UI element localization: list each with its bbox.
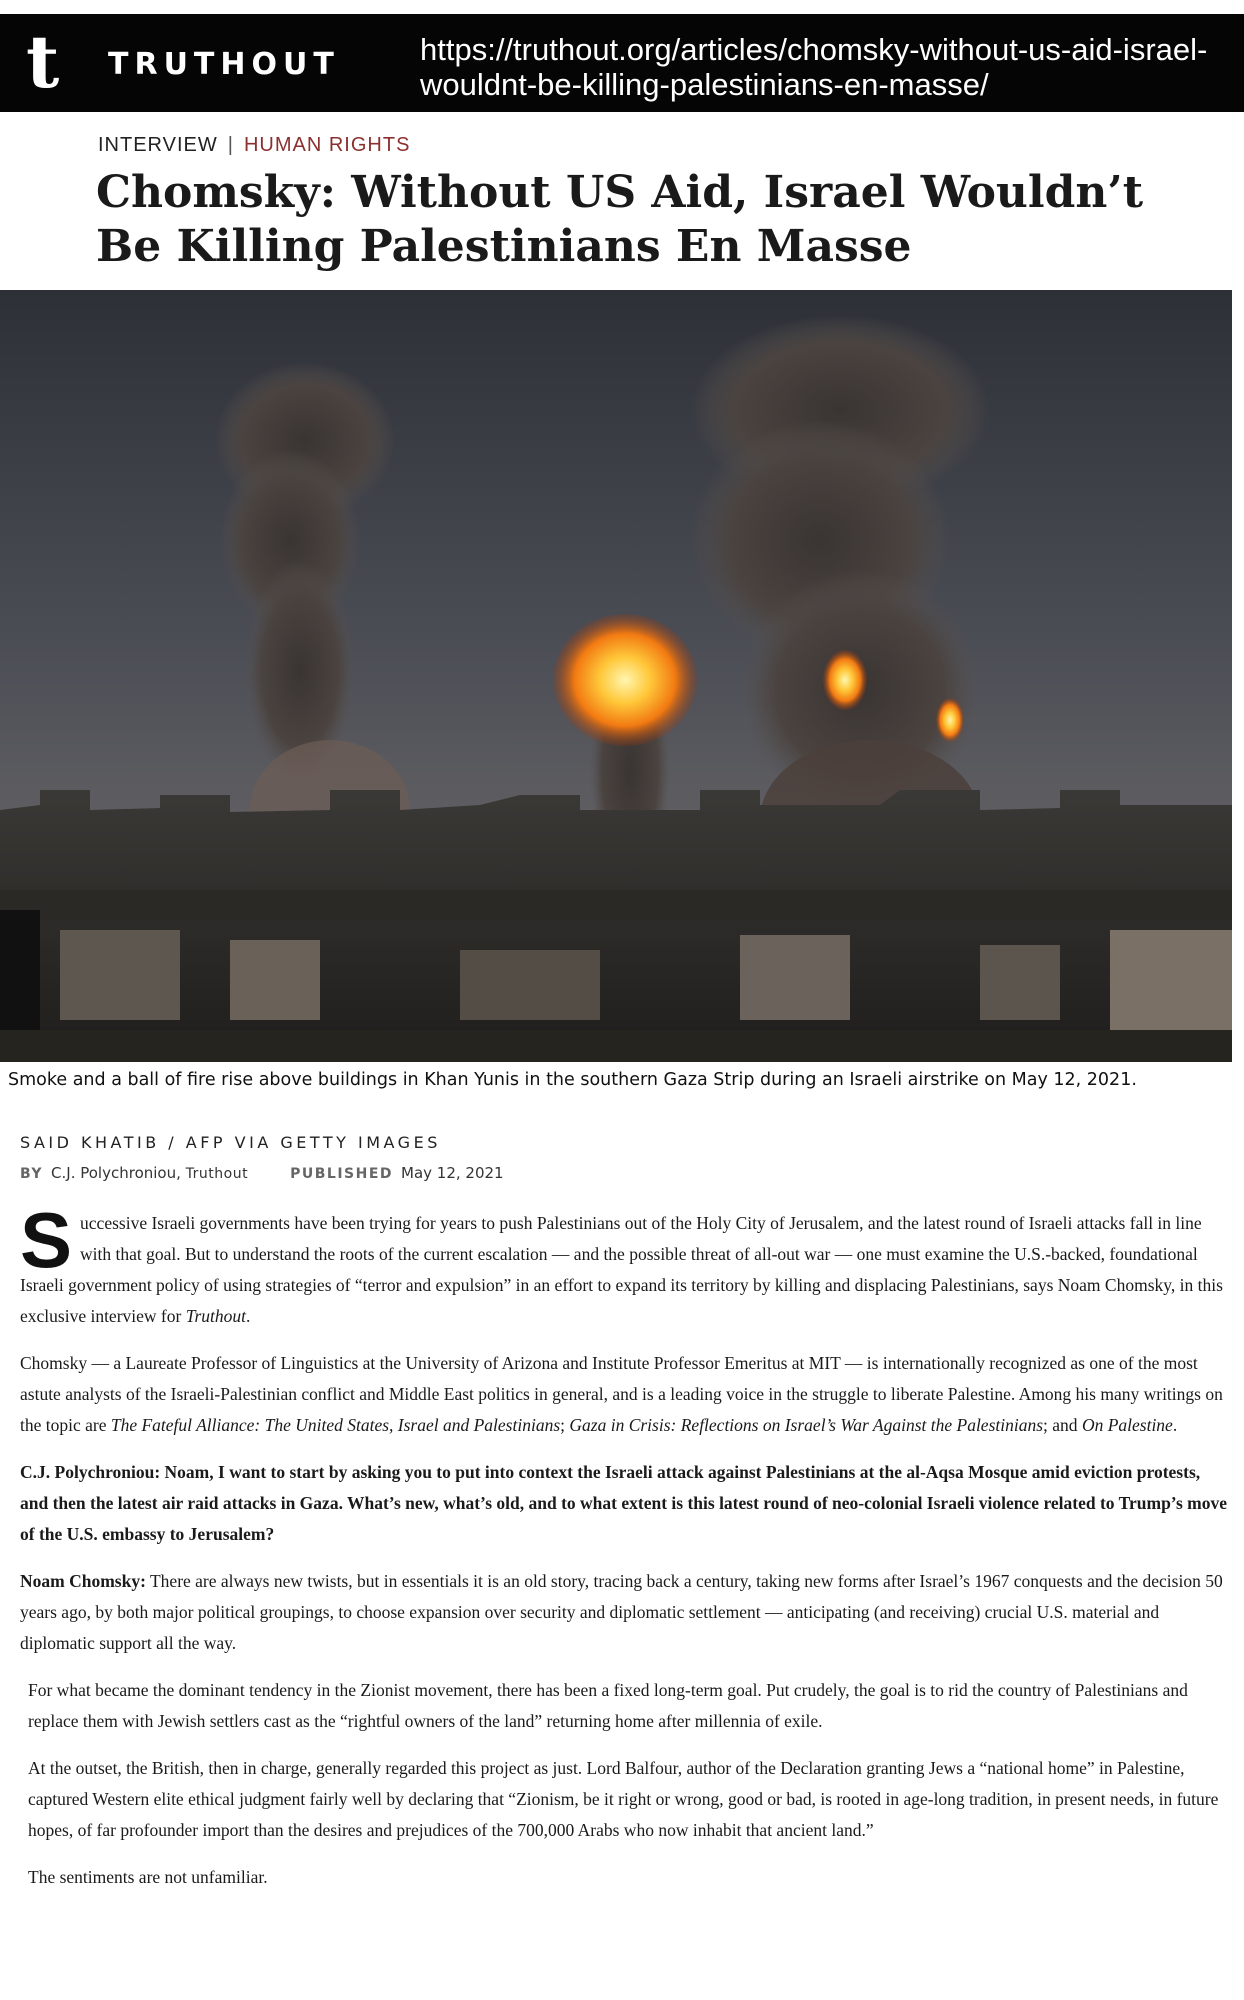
- article-headline: Chomsky: Without US Aid, Israel Wouldn’t Be Killing Palestinians En Masse: [96, 167, 1144, 272]
- question-paragraph: C.J. Polychroniou: Noam, I want to start by asking you to put into context the Israeli attack against Palestinians at the al-Aqsa Mosque amid eviction protests, and then the latest air raid attacks in Gaza. What’s new, what’s old, and to what extent is this latest round of neo-colonial Israeli violence related to Trump’s move of the U.S. embassy to Jerusalem?: [20, 1462, 1228, 1544]
- bio-sep-1: ;: [560, 1415, 570, 1435]
- kicker-separator: |: [227, 134, 234, 156]
- article-body: [20, 1196, 1230, 1909]
- truthout-logo-icon[interactable]: t: [26, 19, 60, 104]
- body-paragraph: For what became the dominant tendency in the Zionist movement, there has been a fixed long-term goal. Put crudely, the goal is to rid the country of Palestinians and replace them with Jewish settlers cast as the “rightful owners of the land” returning home after millennia of exile.: [28, 1680, 1188, 1731]
- bio-text: Chomsky — a Laureate Professor of Linguistics at the University of Arizona and Institute Professor Emeritus at MIT — is internationally recognized as one of the most astute analysts of the Israeli-Palestinian conflict and Middle East politics in general, and is a leading voice in the struggle to liberate Palestine. Among his many writings on the topic are: [20, 1353, 1223, 1435]
- intro-end: .: [246, 1306, 251, 1326]
- book-title-3: On Palestine: [1081, 1415, 1173, 1435]
- body-paragraph: The sentiments are not unfamiliar.: [28, 1867, 268, 1887]
- site-header: [0, 14, 1244, 112]
- answer-text: There are always new twists, but in essentials it is an old story, tracing back a century, taking new forms after Israel’s 1967 conquests and the decision 50 years ago, by both major political groupings, to choose expansion over security and diplomatic settlement — anticipating (and receiving) crucial U.S. material and diplomatic support all the way.: [20, 1571, 1223, 1653]
- published-label: PUBLISHED: [290, 1166, 394, 1182]
- drop-cap: S: [20, 1196, 73, 1284]
- byline: [20, 1164, 504, 1182]
- intro-text: uccessive Israeli governments have been trying for years to push Palestinians out of the Holy City of Jerusalem, and the latest round of Israeli attacks fall in line with that goal. But to understand the roots of the current escalation — and the possible threat of all-out war — one must examine the U.S.-backed, foundational Israeli government policy of using strategies of “terror and expulsion” in an effort to expand its territory by killing and displacing Palestinians, says Noam Chomsky, in this exclusive interview for: [20, 1213, 1223, 1326]
- site-name[interactable]: TRUTHOUT: [108, 47, 340, 82]
- kicker-category-link[interactable]: HUMAN RIGHTS: [243, 134, 411, 156]
- article-kicker: [98, 134, 410, 157]
- bio-sep-2: ; and: [1043, 1415, 1082, 1435]
- answer-paragraph: [20, 1566, 1230, 1659]
- author-org: Truthout: [185, 1166, 249, 1182]
- byline-label: BY: [20, 1166, 44, 1182]
- intro-publication: Truthout: [185, 1306, 247, 1326]
- bio-paragraph: [20, 1348, 1230, 1441]
- intro-paragraph: [20, 1196, 1230, 1332]
- body-paragraph: At the outset, the British, then in charge, generally regarded this project as just. Lord Balfour, author of the Declaration granting Jews a “national home” in Palestine, captured Western elite ethical judgment fairly well by declaring that “Zionism, be it right or wrong, good or bad, is rooted in age-long tradition, in present needs, in future hopes, of far profounder import than the desires and prejudices of the 700,000 Arabs who now inhabit that ancient land.”: [28, 1758, 1219, 1840]
- airstrike-photo-illustration: [0, 290, 1232, 1062]
- published-date: May 12, 2021: [401, 1164, 504, 1182]
- article-photo: [0, 290, 1232, 1062]
- author-link[interactable]: C.J. Polychroniou,: [51, 1164, 181, 1182]
- book-title-1: The Fateful Alliance: The United States, Israel and Palestinians: [110, 1415, 561, 1435]
- photo-caption: Smoke and a ball of fire rise above buildings in Khan Yunis in the southern Gaza Strip during an Israeli airstrike on May 12, 2021.: [8, 1070, 1137, 1090]
- kicker-type: INTERVIEW: [98, 134, 218, 156]
- bio-end: .: [1172, 1415, 1178, 1435]
- article-url[interactable]: https://truthout.org/articles/chomsky-without-us-aid-israel-wouldnt-be-killing-palestinians-en-masse/: [420, 32, 1208, 102]
- book-title-2: Gaza in Crisis: Reflections on Israel’s War Against the Palestinians: [569, 1415, 1044, 1435]
- answer-speaker: Noam Chomsky:: [20, 1571, 146, 1591]
- photo-credit: SAID KHATIB / AFP VIA GETTY IMAGES: [20, 1133, 441, 1152]
